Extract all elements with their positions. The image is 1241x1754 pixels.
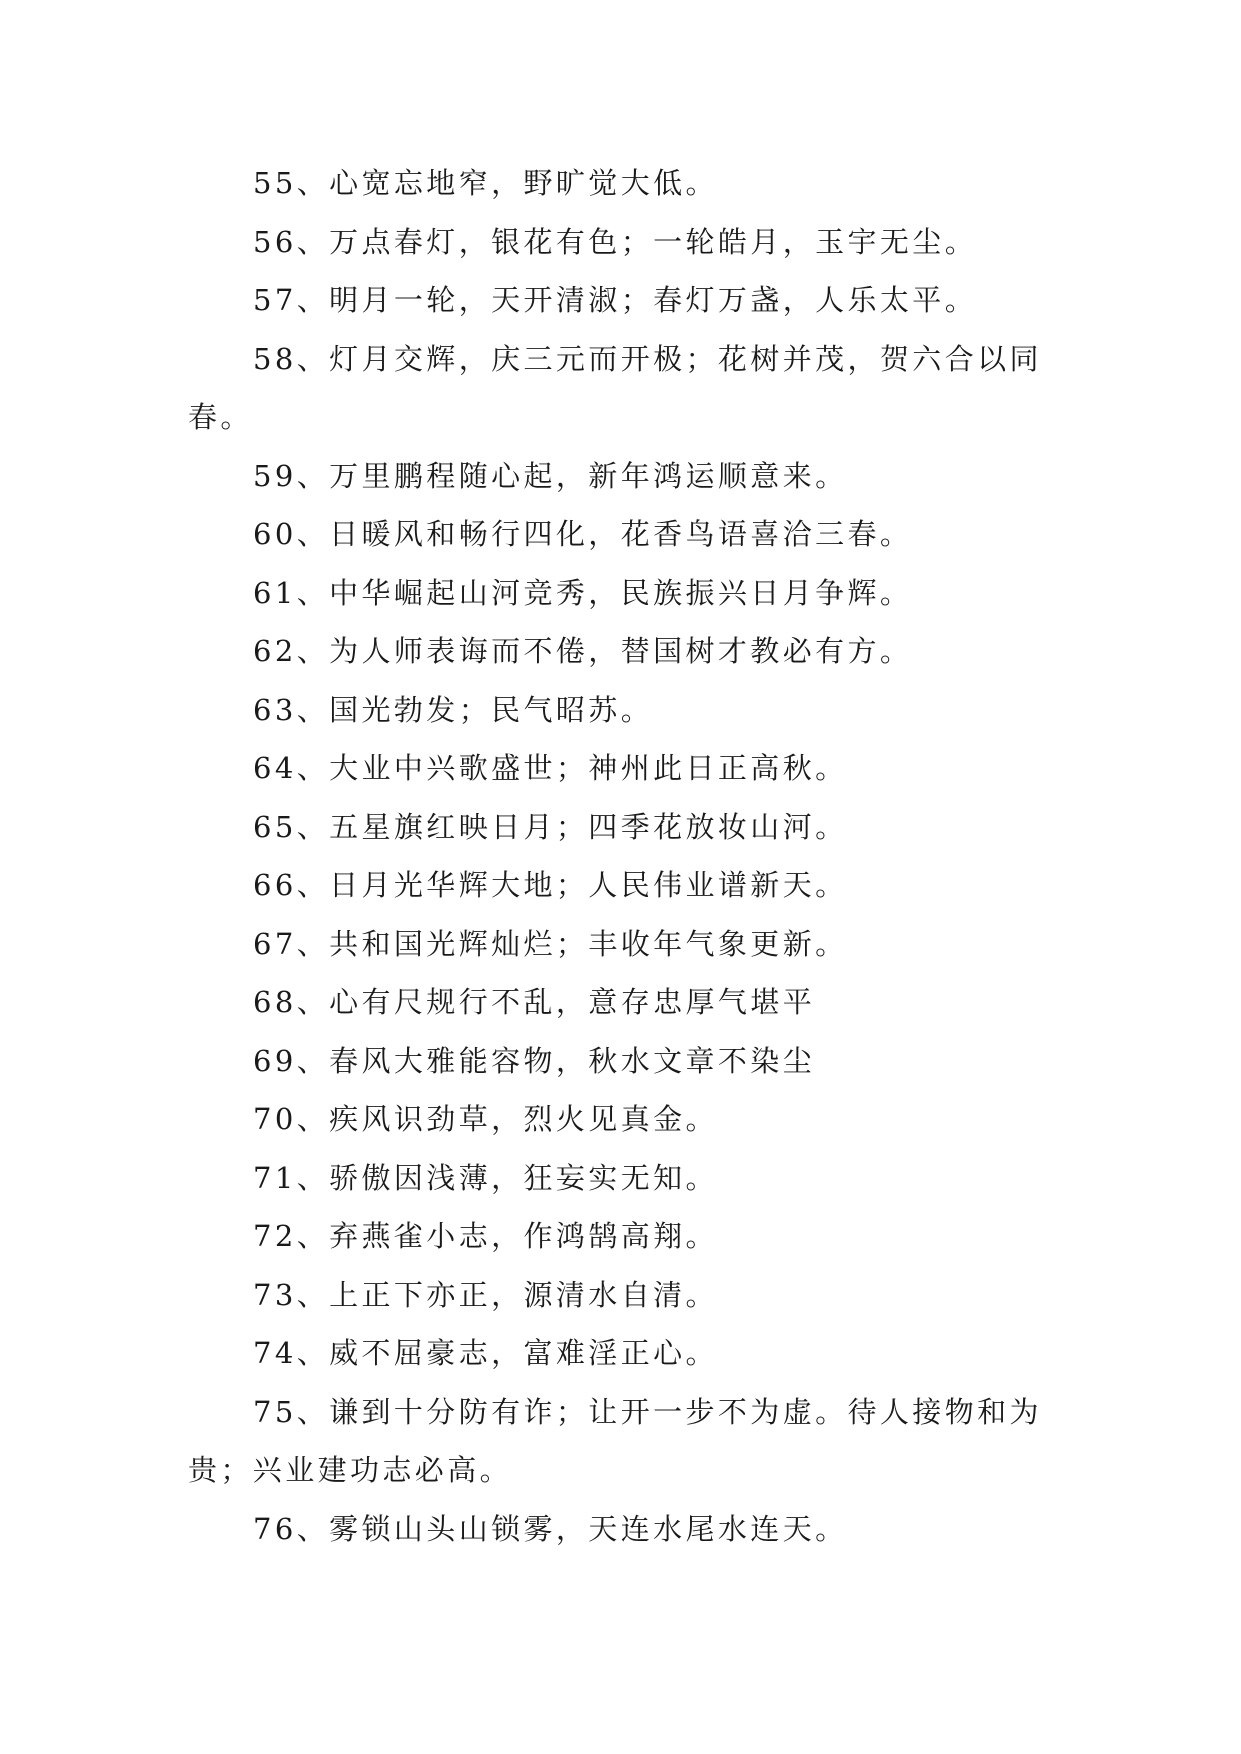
text-line: 59、万里鹏程随心起，新年鸿运顺意来。	[253, 458, 848, 493]
text-line: 75、谦到十分防有诈；让开一步不为虚。待人接物和为	[253, 1394, 1042, 1429]
text-line: 56、万点春灯，银花有色；一轮皓月，玉宇无尘。	[253, 224, 978, 259]
text-line: 67、共和国光辉灿烂；丰收年气象更新。	[253, 926, 848, 961]
text-line: 66、日月光华辉大地；人民伟业谱新天。	[253, 868, 848, 902]
text-line: 58、灯月交辉，庆三元而开极；花树并茂，贺六合以同	[253, 341, 1042, 376]
text-line: 71、骄傲因浅薄，狂妄实无知。	[253, 1160, 718, 1195]
text-line: 64、大业中兴歌盛世；神州此日正高秋。	[253, 751, 848, 785]
text-line: 61、中华崛起山河竞秀，民族振兴日月争辉。	[253, 575, 913, 610]
text-line: 57、明月一轮，天开清淑；春灯万盏，人乐太平。	[253, 283, 978, 317]
text-line: 68、心有尺规行不乱，意存忠厚气堪平	[253, 985, 816, 1019]
text-line: 74、威不屈豪志，富难淫正心。	[253, 1336, 718, 1370]
text-line: 62、为人师表诲而不倦，替国树才教必有方。	[253, 634, 913, 668]
text-line: 60、日暖风和畅行四化，花香鸟语喜洽三春。	[253, 517, 913, 551]
text-line-continuation: 贵；兴业建功志必高。	[188, 1453, 513, 1487]
text-line: 76、雾锁山头山锁雾，天连水尾水连天。	[253, 1511, 848, 1546]
text-line: 63、国光勃发；民气昭苏。	[253, 692, 654, 727]
text-line: 73、上正下亦正，源清水自清。	[253, 1277, 718, 1312]
text-line: 69、春风大雅能容物，秋水文章不染尘	[253, 1043, 816, 1078]
text-line-continuation: 春。	[188, 400, 253, 434]
document-page	[188, 154, 1060, 1558]
text-line: 72、弃燕雀小志，作鸿鹄高翔。	[253, 1219, 718, 1253]
text-line: 70、疾风识劲草，烈火见真金。	[253, 1102, 718, 1136]
text-line: 65、五星旗红映日月；四季花放妆山河。	[253, 809, 848, 844]
text-line: 55、心宽忘地窄，野旷觉大低。	[253, 166, 718, 200]
